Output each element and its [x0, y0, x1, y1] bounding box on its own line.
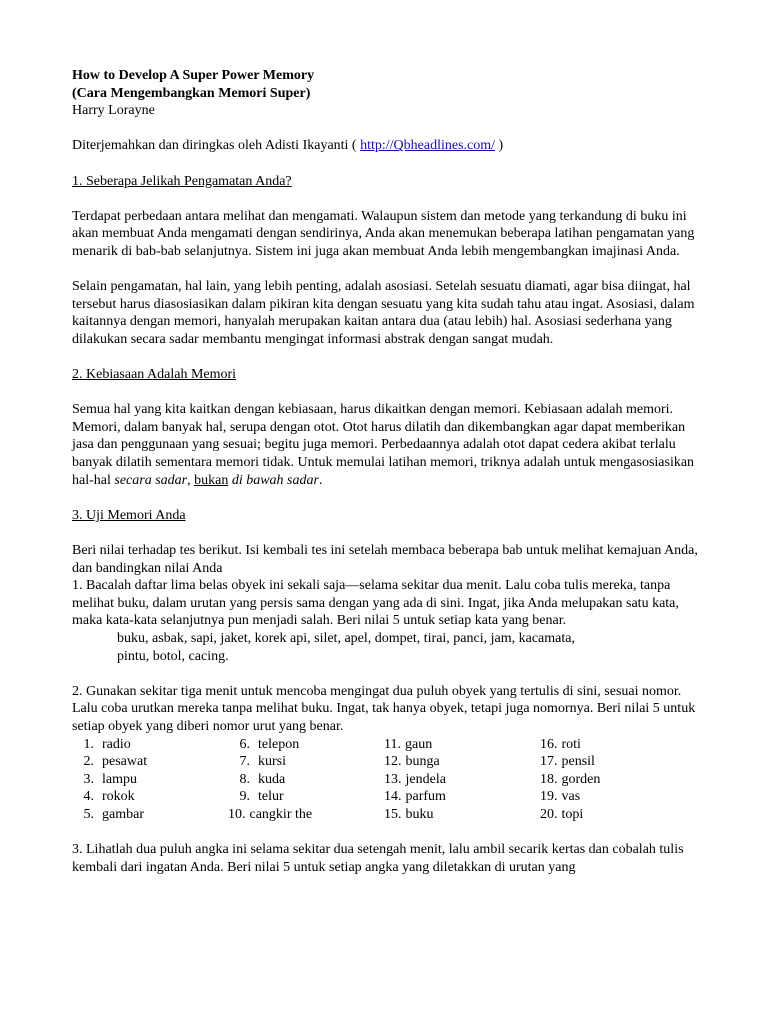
list-item: 4. rokok: [83, 789, 135, 805]
section-2-end: .: [318, 472, 323, 488]
list-item: 20. topi: [540, 806, 584, 822]
title-english: How to Develop A Super Power Memory: [72, 68, 315, 83]
list-item: 15. buku: [384, 806, 434, 822]
section-3-intro: Beri nilai terhadap tes berikut. Isi kembali tes ini setelah membaca beberapa bab untuk melihat kemajuan Anda, dan bandingkan nilai Anda: [72, 543, 698, 576]
section-1-paragraph-1: Terdapat perbedaan antara melihat dan mengamati. Walaupun sistem dan metode yang terkandung di buku ini akan membuat Anda mengamati dengan sendirinya, Anda akan menemukan beberapa latihan pengamatan yang menarik di bab-bab selanjutnya. Sistem ini juga akan membuat Anda lebih mengembangkan imajinasi Anda.: [72, 208, 695, 259]
list-item: 18. gorden: [540, 771, 601, 787]
list-item: 8. kuda: [239, 771, 286, 787]
section-2-text: Semua hal yang kita kaitkan dengan kebiasaan, harus dikaitkan dengan memori. Kebiasaan adalah memori. Memori, dalam banyak hal, serupa dengan otot. Otot harus dilatih dan dikembangkan agar dapat memberikan jasa dan penggunaan yang sesuai; begitu juga memori. Perbedaannya adalah otot dapat cedera akibat terlalu banyak dilatih sementara memori tidak. Untuk memulai latihan memori, triknya adalah untuk mengasosiasikan hal-hal: [72, 402, 695, 488]
task-2-instructions: 2. Gunakan sekitar tiga menit untuk mencoba mengingat dua puluh obyek yang tertulis di sini, sesuai nomor. Lalu coba urutkan mereka tanpa melihat buku. Ingat, tak hanya obyek, tetapi juga nomornya. Beri nilai 5 untuk setiap obyek yang diberi nomor urut yang benar.: [72, 683, 696, 734]
section-1-heading: 1. Seberapa Jelikah Pengamatan Anda?: [72, 173, 292, 189]
section-2-separator: ,: [187, 472, 195, 488]
list-item: 11. gaun: [384, 736, 433, 752]
list-item: 12. bunga: [384, 754, 440, 770]
objects-list: [72, 736, 708, 824]
list-item: 3. lampu: [83, 771, 137, 787]
section-2-paragraph: [72, 401, 708, 489]
list-item: 10. cangkir the: [228, 806, 313, 822]
list-item: 16. roti: [540, 736, 581, 752]
italic-consciously: secara sadar: [114, 472, 188, 488]
author: Harry Lorayne: [72, 103, 155, 119]
credit-suffix: ): [495, 138, 504, 154]
task-1-instructions: 1. Bacalah daftar lima belas obyek ini sekali saja—selama sekitar dua menit. Lalu coba tulis mereka, tanpa melihat buku, dalam urutan yang persis sama dengan yang ada di sini. Ingat, jika Anda melupakan satu kata, maka kata-kata selanjutnya pun menjadi salah. Beri nilai 5 untuk setiap kata yang benar.: [72, 578, 679, 629]
list-item: 14. parfum: [384, 789, 446, 805]
task-1-list-line-1: buku, asbak, sapi, jaket, korek api, silet, apel, dompet, tirai, panci, jam, kacamata,: [117, 631, 575, 646]
translator-credit: [72, 137, 708, 155]
underline-not: bukan: [194, 472, 229, 488]
italic-subconsciously: di bawah sadar: [231, 472, 319, 488]
list-item: 2. pesawat: [83, 754, 148, 770]
list-item: 19. vas: [540, 789, 581, 805]
list-item: 17. pensil: [540, 754, 595, 770]
section-3-heading: 3. Uji Memori Anda: [72, 507, 186, 523]
list-item: 5. gambar: [83, 806, 144, 822]
website-link[interactable]: http://Qbheadlines.com/: [360, 138, 496, 154]
title-indonesian: (Cara Mengembangkan Memori Super): [72, 85, 311, 101]
list-item: 1. radio: [83, 736, 131, 752]
list-item: 9. telur: [239, 789, 284, 805]
list-item: 13. jendela: [384, 771, 446, 787]
list-item: 7. kursi: [239, 754, 286, 770]
task-3-instructions: 3. Lihatlah dua puluh angka ini selama sekitar dua setengah menit, lalu ambil secarik kertas dan cobalah tulis kembali dari ingatan Anda. Beri nilai 5 untuk setiap angka yang diletakkan di urutan yang: [72, 842, 684, 875]
section-2-heading: 2. Kebiasaan Adalah Memori: [72, 367, 237, 383]
task-1-list-line-2: pintu, botol, cacing.: [117, 648, 229, 664]
list-item: 6. telepon: [239, 736, 300, 752]
credit-prefix: Diterjemahkan dan diringkas oleh Adisti Ikayanti (: [72, 138, 361, 154]
section-1-paragraph-2: Selain pengamatan, hal lain, yang lebih penting, adalah asosiasi. Setelah sesuatu diamati, agar bisa diingat, hal tersebut harus diasosiasikan dalam pikiran kita dengan sesuatu yang kita sudah tahu atau ingat. Asosiasi, dalam kaitannya dengan memori, hanyalah merupakan kaitan antara dua (atau lebih) hal. Asosiasi sederhana yang dilakukan secara sadar membantu mengingat informasi abstrak dengan sangat mudah.: [72, 279, 695, 347]
